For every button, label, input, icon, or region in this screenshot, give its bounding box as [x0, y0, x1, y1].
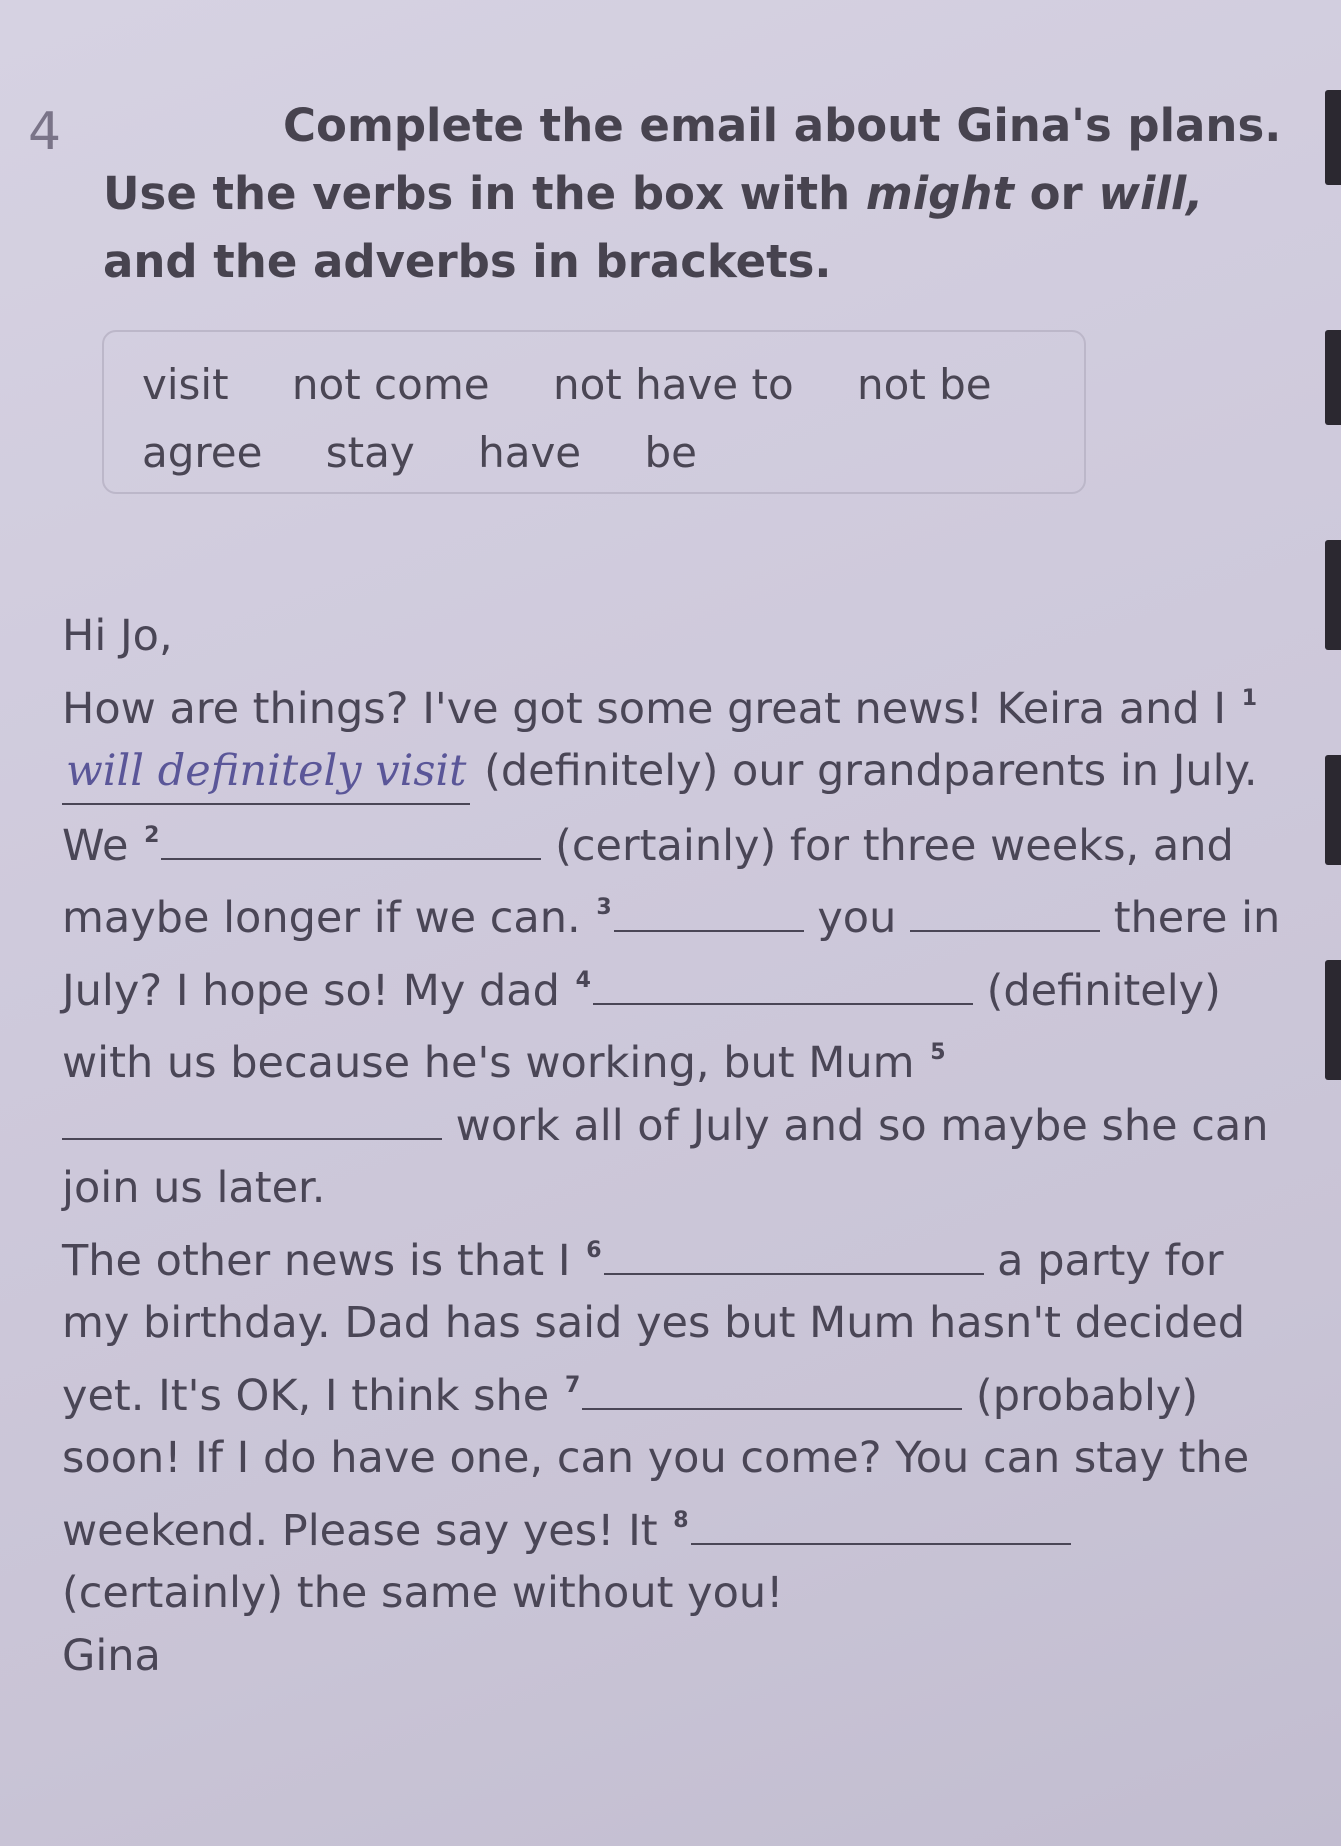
page-edge-mark	[1325, 90, 1341, 185]
answer-gap-3b[interactable]	[910, 890, 1100, 932]
email-paragraph-2: The other news is that I $^6$ a party for my birthday. Dad has said yes but Mum hasn't decided yet. It's OK, I think she $^7$ (probably) soon! If I do have one, can you come? You can stay the weekend. Please say yes! It $^8$ (certainly) the same without you!	[62, 1220, 1292, 1625]
gap-number: 7	[564, 1372, 581, 1398]
email-signature: Gina	[62, 1630, 161, 1681]
verb-item: not have to	[552, 360, 794, 409]
gap-number: 8	[673, 1507, 689, 1533]
answer-gap-4[interactable]	[593, 963, 973, 1005]
exercise-instructions	[103, 92, 1323, 296]
email-greeting: Hi Jo,	[62, 611, 173, 661]
gap-number: 5	[930, 1040, 946, 1065]
instruction-line-3: and the adverbs in brackets.	[103, 235, 832, 288]
exercise-number: 4	[28, 102, 62, 162]
email-text	[62, 605, 1292, 1687]
verb-box-row-2	[142, 428, 747, 477]
answer-1-filled: will definitely visit	[62, 740, 470, 805]
verb-item: visit	[142, 360, 229, 409]
instruction-line-2: Use the verbs in the box with might or will,	[103, 167, 1204, 220]
answer-gap-8[interactable]	[691, 1503, 1071, 1545]
answer-gap-3a[interactable]	[614, 890, 804, 932]
verb-box-row-1	[142, 360, 1042, 409]
verb-item: stay	[325, 428, 415, 477]
email-paragraph-1: How are things? I've got some great news! Keira and I $^1$will definitely visit (definitely) our grandparents in July. We $^2$ (certainly) for three weeks, and maybe longer if we can. $^3$ you there in July? I hope so! My dad $^4$ (definitely) with us because he's working, but Mum $^5$ work all of July and so maybe she can join us later.	[62, 683, 1281, 1213]
instruction-line-1: Complete the email about Gina's plans.	[283, 99, 1282, 152]
verb-item: have	[478, 428, 582, 477]
gap-number: 3	[596, 895, 612, 920]
page-edge-mark	[1325, 960, 1341, 1080]
page-edge-mark	[1325, 540, 1341, 650]
page-edge-mark	[1325, 755, 1341, 865]
gap-number: 1	[1241, 685, 1258, 711]
gap-number: 2	[144, 822, 160, 848]
answer-gap-6[interactable]	[604, 1233, 984, 1275]
verb-item: agree	[142, 428, 263, 477]
verb-item: be	[644, 428, 698, 477]
verb-box	[102, 330, 1086, 494]
answer-gap-7[interactable]	[582, 1368, 962, 1410]
verb-item: not be	[857, 360, 992, 409]
gap-number: 4	[575, 967, 591, 993]
answer-gap-2[interactable]	[161, 818, 541, 860]
verb-item: not come	[291, 360, 490, 409]
gap-number: 6	[586, 1237, 602, 1263]
page-edge-mark	[1325, 330, 1341, 425]
answer-gap-5[interactable]	[62, 1098, 442, 1140]
